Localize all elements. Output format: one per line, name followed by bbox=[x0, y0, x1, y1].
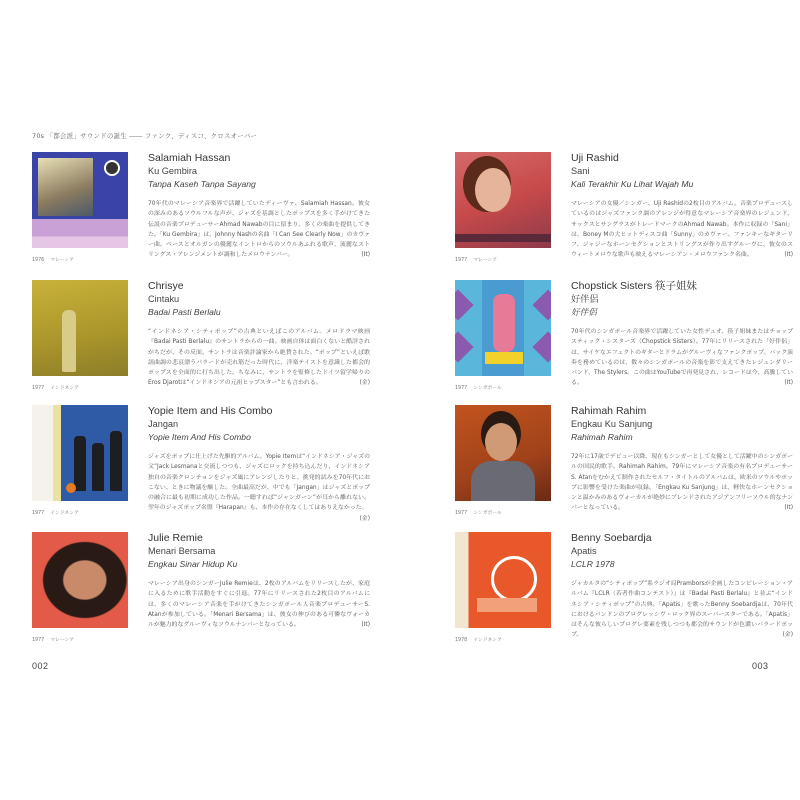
entry-text bbox=[571, 152, 793, 261]
description-text: マレーシアの女優／シンガー、Uji Rashidの2枚目のアルバム。音楽プロデュースしているのはジャズファンク調のアレンジが得意なマレーシア音楽界のレジェンド、サックスとサングラスがトレードマークのAhmad Nawab。本作に収録の「Sani」は、Boney Mの大ヒットディスコ曲「Sunny」のカヴァー。ファンキーなギターリフ、ジャジーなホーンセクションとストリングスが作り出すグルーヴに、彼女のスウィートメロウな歌声も映えるマレーシアン・メロウファンク名曲。 bbox=[571, 201, 793, 259]
description-text: “インドネシア・シティポップ”の古典といえばこのアルバム。メロドラマ映画『Badai Pasti Berlalu』のサントラからの一曲。映画自体は面白くないと酷評されがちだが、その反面、サントラは音楽評論家から絶賛された。“ポップ”といえば歌謡曲調の悲哀漂うバラードが売れ筋だった時代に、洋楽テイストを意識した都会的ポップスを全面的に打ち出した。ちなみに、サントラを監修したドイツ留学帰りのEros Djarotは“インドネシアの元祖ヒップスター”とも言われる。 bbox=[148, 329, 370, 387]
description bbox=[148, 327, 370, 389]
album-entry bbox=[32, 532, 370, 652]
album-title: LCLR 1978 bbox=[571, 559, 615, 569]
album-caption bbox=[32, 384, 79, 391]
description bbox=[148, 452, 370, 522]
release-year: 1977 bbox=[32, 386, 45, 391]
description-text: 70年代のマレーシア音楽界で活躍していたディーヴァ、Salamiah Hassan。彼女の深みのあるソウルフルな声が、ジャズを基調としたポップスを多く手がけてきた伝説の音楽プロデューサーAhmad Nawabの目に留まり、多くの楽曲を提供してきた。「Ku Gembira」は、Johnny Nashの名曲「I Can See Clearly Now」のカヴァー曲。ベースとオルガンの優麗なイントロからのソウルあふれる歌声、流麗なストリングス・アレンジメントが調和したメロウナンバー。 bbox=[148, 201, 370, 259]
artist-name: Julie Remie bbox=[148, 532, 203, 544]
author-credit: (金) bbox=[359, 380, 370, 387]
description bbox=[571, 199, 793, 261]
album-caption bbox=[32, 636, 74, 643]
album-cover-image bbox=[32, 280, 128, 376]
song-title: Cintaku bbox=[148, 294, 180, 304]
country: シンガポール bbox=[473, 386, 502, 391]
author-credit: (金) bbox=[359, 515, 370, 522]
album-caption bbox=[455, 509, 502, 516]
author-credit: (It) bbox=[361, 252, 370, 259]
release-year: 1976 bbox=[32, 258, 45, 263]
artist-name: Chopstick Sisters 筷子姐妹 bbox=[571, 280, 698, 292]
album-cover-image bbox=[32, 152, 128, 248]
album-entry bbox=[32, 405, 370, 525]
album-title: Badai Pasti Berlalu bbox=[148, 307, 221, 317]
album-entry bbox=[455, 152, 793, 272]
entry-text bbox=[571, 405, 793, 514]
entry-text bbox=[148, 280, 370, 389]
release-year: 1977 bbox=[455, 258, 468, 263]
entry-text bbox=[148, 152, 370, 261]
author-credit: (It) bbox=[784, 380, 793, 387]
description-text: 72年に17歳でデビュー以降、現在もシンガーとして女優として活躍中のシンガポールの国民的歌手、Rahimah Rahim。79年にマレーシア音楽の有名プロデューサーS. Atanをむかえて制作されたセルフ・タイトルのアルバムは、欧米のソウルやポップに影響を受けた楽曲が収録。「Engkau Ku Sanjung」は、軽快なホーンセクションと温かみのあるヴォーカルが絶妙にブレンドされたアジアンフリーソウル的なナンバーとなっている。 bbox=[571, 454, 793, 512]
song-title: Ku Gembira bbox=[148, 166, 198, 176]
album-entry bbox=[32, 152, 370, 272]
album-cover-image bbox=[455, 280, 551, 376]
song-title: Jangan bbox=[148, 419, 179, 429]
album-entry bbox=[32, 280, 370, 400]
artist-name: Uji Rashid bbox=[571, 152, 619, 164]
entry-text bbox=[148, 532, 370, 630]
album-cover-image bbox=[32, 532, 128, 628]
description-text: ジャカルタの“シティポップ”系ラジオ局Pramborsが企画したコンピレーション・アルバム『LCLR（若者作曲コンテスト）』は『Badai Pasti Berlalu』と並ぶ“インドネシア・シティポップ”の古典。「Apatis」を歌ったBenny Soebardjaは、70年代におけるバンドンのプログレッシヴ・ロック界のスーパースターである。「Apatis」はそんな彼らしいプログレ要素を残しつつも都会的サウンドが色濃いバラードポップ。 bbox=[571, 581, 793, 639]
release-year: 1978 bbox=[455, 638, 468, 643]
entry-text bbox=[571, 532, 793, 641]
album-entry bbox=[455, 532, 793, 652]
album-cover-image bbox=[455, 532, 551, 628]
album-title: Kali Terakhir Ku Lihat Wajah Mu bbox=[571, 179, 694, 189]
album-title: 好伴侶 bbox=[571, 307, 597, 317]
album-caption bbox=[455, 636, 502, 643]
song-title: Engkau Ku Sanjung bbox=[571, 419, 653, 429]
entry-text bbox=[148, 405, 370, 524]
country: シンガポール bbox=[473, 511, 502, 516]
description-text: 70年代のシンガポール音楽界で活躍していた女性デュオ、筷子姐妹またはチョップスティック・シスターズ（Chopstick Sisters）。77年にリリースされた「好伴侶」は、サイケなエフェクトのギターとドラムがグルーヴィなファンクポップ。バック演奏を務めているのは、数々のシンガポールの音楽を影で支えてきたレジェンダリーバンド、The Stylers。この曲はYouTubeで再発見され、レコードは今、高騰している。 bbox=[571, 329, 793, 387]
song-title: 好伴侶 bbox=[571, 294, 599, 304]
author-credit: (金) bbox=[782, 632, 793, 639]
song-title: Apatis bbox=[571, 546, 597, 556]
artist-name: Yopie Item and His Combo bbox=[148, 405, 273, 417]
album-entry bbox=[455, 280, 793, 400]
author-credit: (It) bbox=[784, 252, 793, 259]
running-header: 70s 「都会派」サウンドの誕生 ―― ファンク、ディスコ、クロスオーバー bbox=[32, 132, 258, 140]
page-number-right: 003 bbox=[752, 661, 769, 671]
release-year: 1977 bbox=[32, 511, 45, 516]
release-year: 1977 bbox=[455, 386, 468, 391]
country: インドネシア bbox=[50, 386, 79, 391]
author-credit: (It) bbox=[784, 505, 793, 512]
album-caption bbox=[455, 384, 502, 391]
artist-name: Salamiah Hassan bbox=[148, 152, 231, 164]
author-credit: (It) bbox=[361, 622, 370, 629]
artist-name: Rahimah Rahim bbox=[571, 405, 647, 417]
album-title: Tanpa Kaseh Tanpa Sayang bbox=[148, 179, 256, 189]
description-text: ジャズをポップに仕上げた先駆的アルバム。Yopie Itemは“インドネシア・ジャズの父”Jack Lesmanaと交流しつつも、ジャズにロックを持ち込んだり、インドネシア独自の音楽クロンチョンをジャズ風にアレンジしたりと、挑発的試みを70年代におこない、ときに物議を醸した。全曲最高だが、中でも「Jangan」はジャズとポップの融合に最も初期に成功した作品。一聴すれば“ジャンガーン”が耳から離れない。翌年のジャズポップ名盤『Harapan』も、本作の存在なくしてはありえなかった。 bbox=[148, 454, 370, 512]
album-title: Rahimah Rahim bbox=[571, 432, 633, 442]
country: インドネシア bbox=[50, 511, 79, 516]
country: マレーシア bbox=[473, 258, 498, 263]
description bbox=[571, 327, 793, 389]
album-caption bbox=[32, 256, 74, 263]
country: マレーシア bbox=[50, 638, 75, 643]
entry-text bbox=[571, 280, 793, 389]
album-caption bbox=[32, 509, 79, 516]
song-title: Menari Bersama bbox=[148, 546, 216, 556]
song-title: Sani bbox=[571, 166, 590, 176]
album-entry bbox=[455, 405, 793, 525]
description bbox=[571, 579, 793, 641]
album-cover-image bbox=[32, 405, 128, 501]
description bbox=[148, 579, 370, 630]
page-number-left: 002 bbox=[32, 661, 49, 671]
description bbox=[148, 199, 370, 261]
album-cover-image bbox=[455, 405, 551, 501]
release-year: 1977 bbox=[32, 638, 45, 643]
album-title: Yopie Item And His Combo bbox=[148, 432, 251, 442]
album-title: Engkau Sinar Hidup Ku bbox=[148, 559, 238, 569]
release-year: 1977 bbox=[455, 511, 468, 516]
description bbox=[571, 452, 793, 514]
album-caption bbox=[455, 256, 497, 263]
country: マレーシア bbox=[50, 258, 75, 263]
country: インドネシア bbox=[473, 638, 502, 643]
artist-name: Chrisye bbox=[148, 280, 184, 292]
artist-name: Benny Soebardja bbox=[571, 532, 652, 544]
description-text: マレーシア出身のシンガーJulie Remieは、2枚のアルバムをリリースしたが、家庭に入るために歌手活動をすぐに引退。77年にリリースされた2枚目のアルバムには、多くのマレーシア音楽を手がけてきたシンガポール人音楽プロデューサーS. Atanが参加している。「Menari Bersama」は、彼女の伸びのある可憐なヴォーカルが魅力的なグルーヴィなソウルナンバーとなっている。 bbox=[148, 581, 370, 629]
album-cover-image bbox=[455, 152, 551, 248]
